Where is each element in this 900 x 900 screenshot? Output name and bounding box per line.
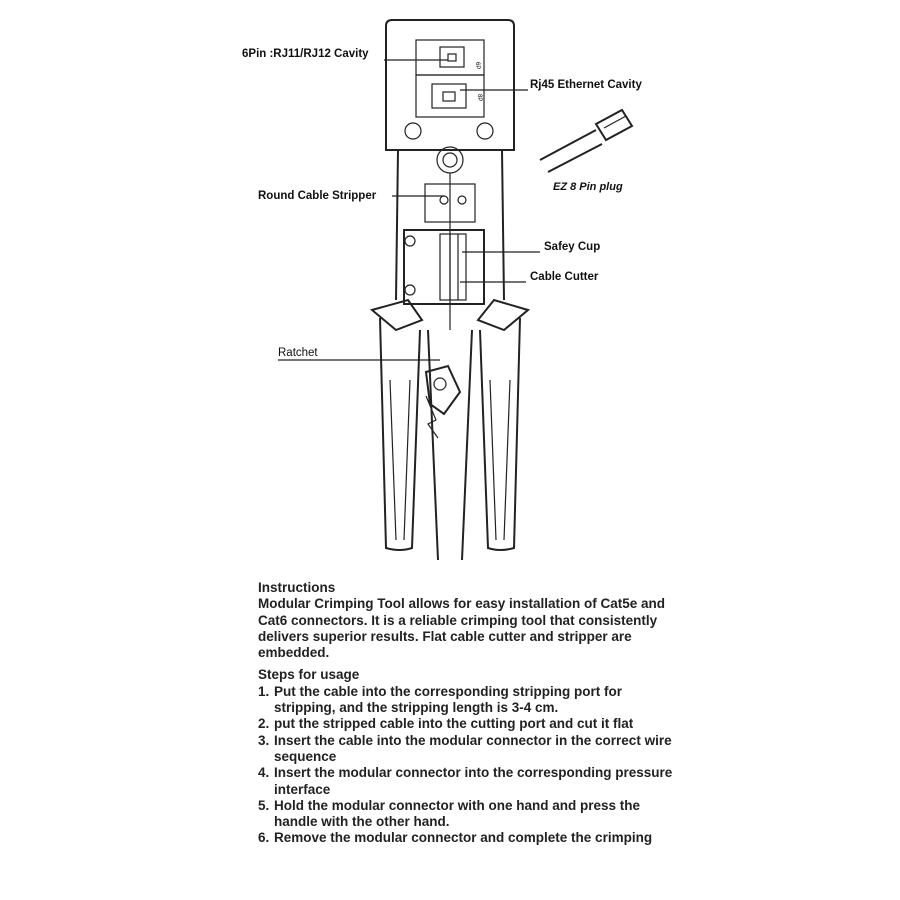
steps-heading: Steps for usage [258,667,360,683]
step-item [258,765,678,798]
label-ratchet: Ratchet [278,347,318,359]
step-item [258,798,678,831]
label-round-cable-stripper: Round Cable Stripper [258,190,377,202]
step-number: 4. [258,765,270,781]
step-number: 2. [258,716,270,732]
step-item [258,716,678,732]
label-rj11-cavity: 6Pin :RJ11/RJ12 Cavity [242,48,369,60]
label-ez-plug: EZ 8 Pin plug [553,181,623,193]
steps-list [258,684,678,847]
step-number: 6. [258,830,270,846]
cavity-mark-6p: 6P [474,62,480,70]
tool-body [396,147,504,330]
cavity-mark-8p: 8P [476,94,482,102]
instructions-heading: Instructions [258,580,336,595]
step-item [258,830,678,846]
step-text: Put the cable into the corresponding stripping port for stripping, and the stripping length is 3-4 cm. [274,683,623,716]
step-text: put the stripped cable into the cutting port and cut it flat [274,716,634,732]
step-text: Insert the cable into the modular connector in the correct wire sequence [274,732,672,764]
rj45-cavity-icon [432,84,466,108]
leader-lines [278,60,540,360]
instructions-body: Modular Crimping Tool allows for easy installation of Cat5e and Cat6 connectors. It is a reliable crimping tool that consistently delivers superior results. Flat cable cutter and stripper are embedded. [258,596,666,661]
ez-plug-icon [540,110,632,172]
step-number: 5. [258,797,270,813]
step-item [258,684,678,717]
rj11-cavity-icon [440,47,464,67]
step-text: Insert the modular connector into the corresponding pressure interface [274,765,673,797]
step-number: 1. [258,683,270,699]
instructions-section [258,580,678,847]
step-item [258,733,678,766]
label-rj45-cavity: Rj45 Ethernet Cavity [530,79,642,91]
step-text: Hold the modular connector with one hand and press the handle with the other hand. [274,797,641,830]
label-safety-cup: Safey Cup [544,241,601,253]
tool-handles [372,300,528,560]
label-cable-cutter: Cable Cutter [530,271,599,283]
step-number: 3. [258,732,270,748]
step-text: Remove the modular connector and complete the crimping [274,830,653,846]
tool-head [386,20,514,150]
